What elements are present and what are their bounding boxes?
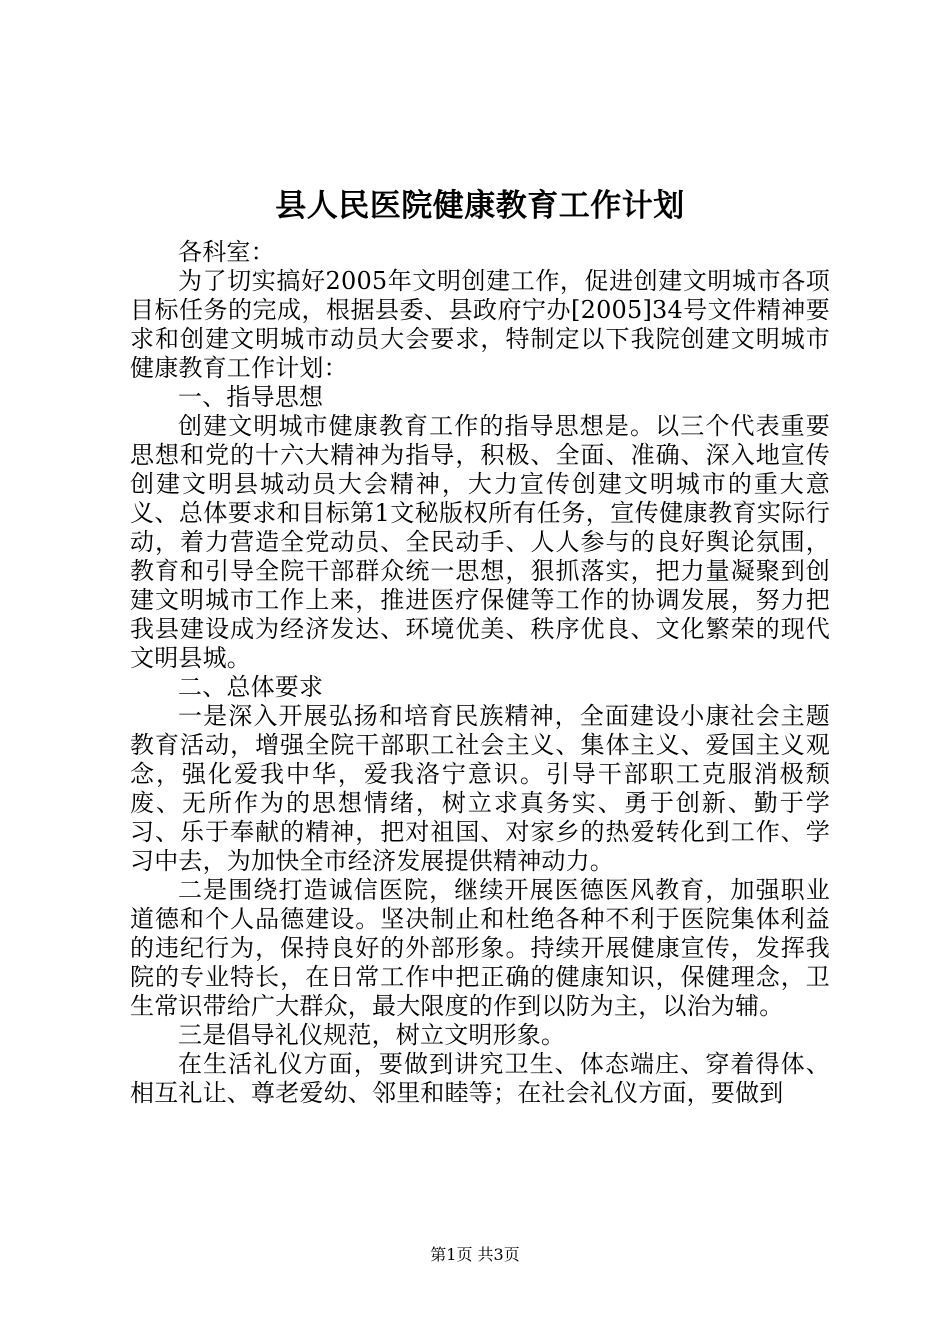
section-heading-general-requirements: 二、总体要求 — [178, 673, 324, 701]
document-body — [130, 238, 830, 1108]
document-page — [130, 180, 830, 1108]
guiding-thought-paragraph: 创建文明城市健康教育工作的指导思想是。以三个代表重要思想和党的十六大精神为指导，积极、全面、准确、深入地宣传创建文明县城动员大会精神，大力宣传创建文明城市的重大意义、总体要求和目标第1文秘版权所有任务，宣传健康教育实际行动，着力营造全党动员、全民动手、人人参与的良好舆论氛围，教育和引导全院干部群众统一思想，狠抓落实，把力量凝聚到创建文明城市工作上来，推进医疗保健等工作的协调发展，努力把我县建设成为经济发达、环境优美、秩序优良、文化繁荣的现代文明县城。 — [130, 412, 830, 672]
requirement-two-paragraph: 二是围绕打造诚信医院，继续开展医德医风教育，加强职业道德和个人品德建设。坚决制止和杜绝各种不利于医院集体利益的违纪行为，保持良好的外部形象。持续开展健康宣传，发挥我院的专业特长，在日常工作中把正确的健康知识，保健理念，卫生常识带给广大群众，最大限度的作到以防为主，以治为辅。 — [130, 876, 830, 1020]
etiquette-paragraph: 在生活礼仪方面，要做到讲究卫生、体态端庄、穿着得体、相互礼让、尊老爱幼、邻里和睦等；在社会礼仪方面，要做到 — [130, 1050, 830, 1107]
intro-paragraph: 为了切实搞好2005年文明创建工作，促进创建文明城市各项目标任务的完成，根据县委、县政府宁办[2005]34号文件精神要求和创建文明城市动员大会要求，特制定以下我院创建文明城市健康教育工作计划： — [130, 267, 830, 382]
requirement-one-paragraph: 一是深入开展弘扬和培育民族精神，全面建设小康社会主题教育活动，增强全院干部职工社会主义、集体主义、爱国主义观念，强化爱我中华，爱我洛宁意识。引导干部职工克服消极颓废、无所作为的思想情绪，树立求真务实、勇于创新、勤于学习、乐于奉献的精神，把对祖国、对家乡的热爱转化到工作、学习中去，为加快全市经济发展提供精神动力。 — [130, 702, 830, 875]
page-number-footer: 第1页 共3页 — [430, 1245, 520, 1264]
section-heading-guiding-thought: 一、指导思想 — [178, 383, 324, 411]
document-title: 县人民医院健康教育工作计划 — [275, 188, 685, 224]
salutation: 各科室： — [178, 238, 275, 266]
requirement-three-paragraph: 三是倡导礼仪规范，树立文明形象。 — [178, 1021, 566, 1049]
